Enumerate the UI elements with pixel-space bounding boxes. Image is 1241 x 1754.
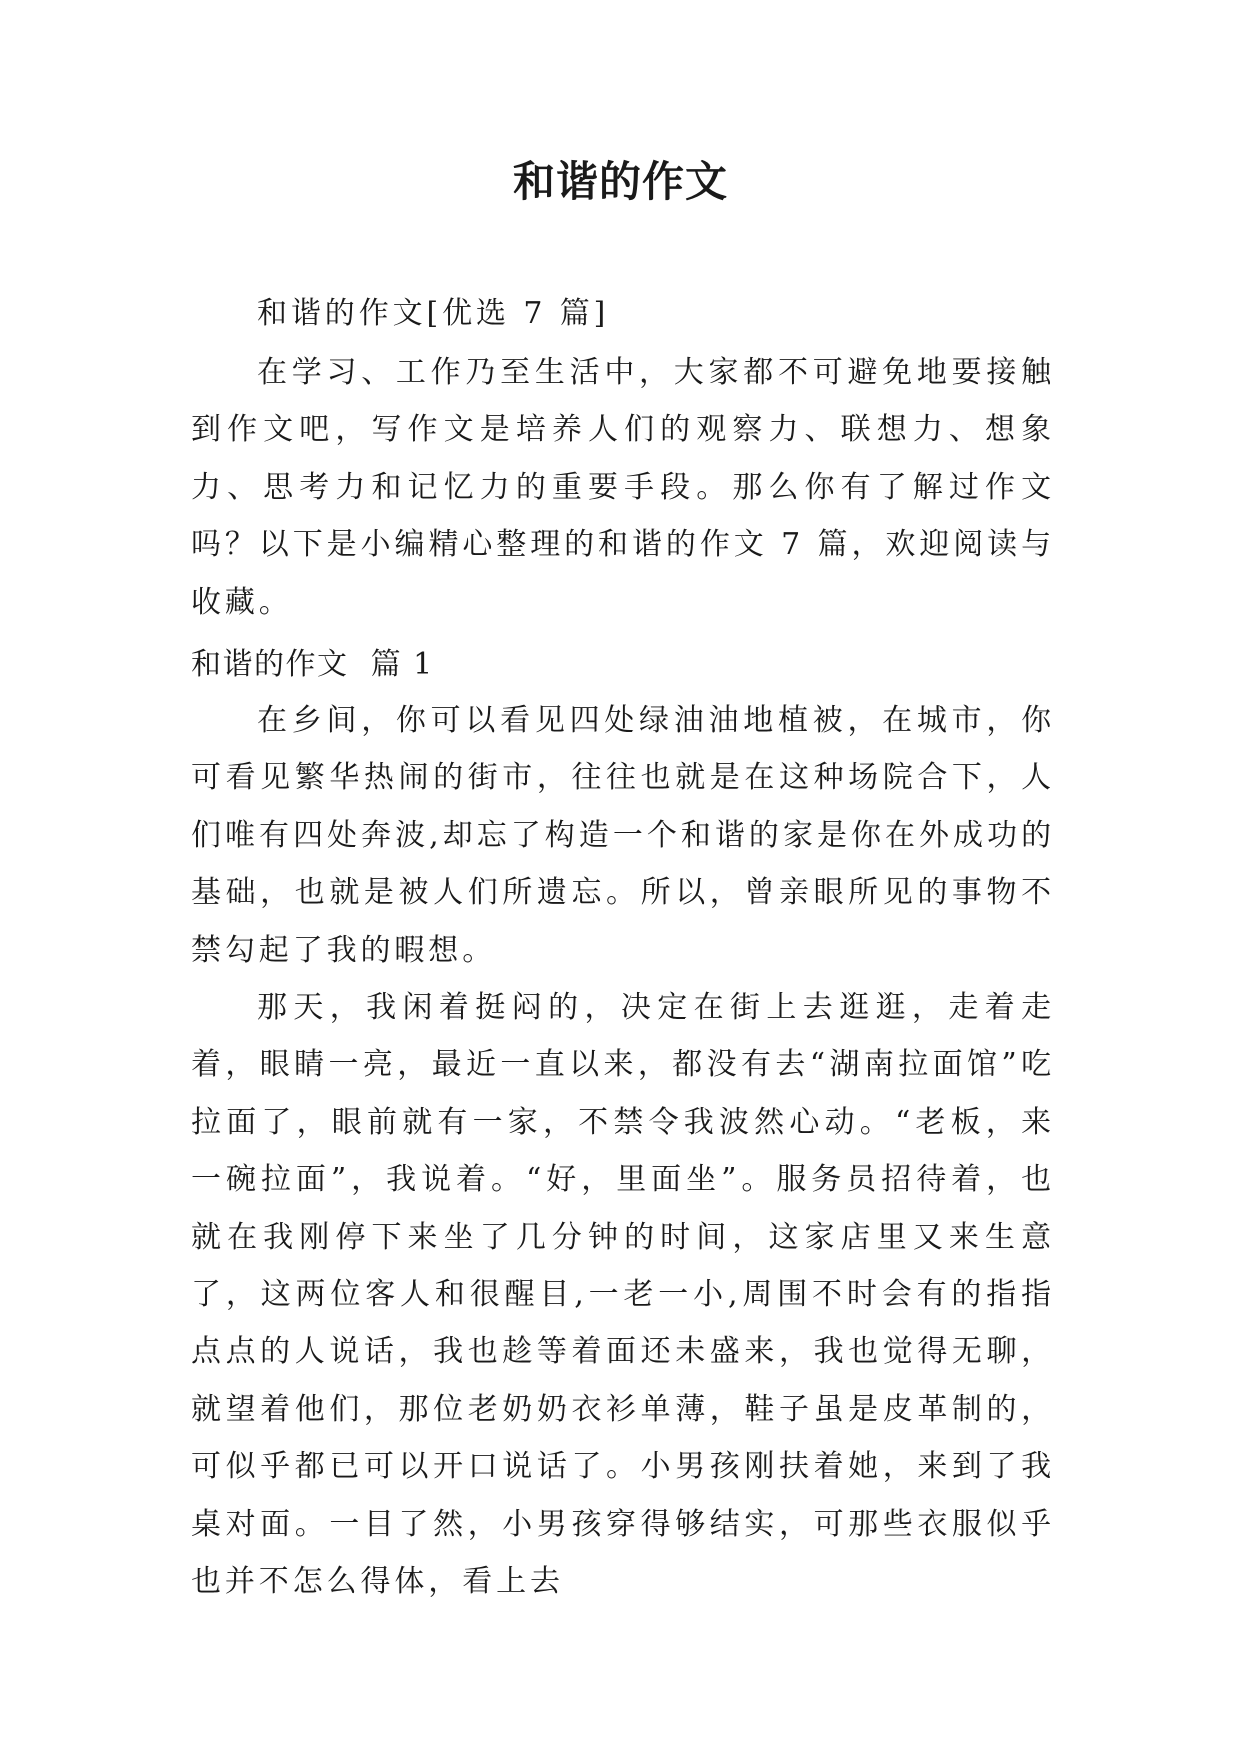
essay-paragraph: 在乡间，你可以看见四处绿油油地植被，在城市，你可看见繁华热闹的街市，往往也就是在这种场院合下，人们唯有四处奔波,却忘了构造一个和谐的家是你在外成功的基础，也就是被人们所遗忘。所以，曾亲眼所见的事物不禁勾起了我的暇想。 bbox=[191, 703, 1055, 968]
section-heading: 和谐的作文 篇 1 bbox=[191, 647, 434, 682]
essay-paragraph: 那天，我闲着挺闷的，决定在街上去逛逛，走着走着，眼睛一亮，最近一直以来，都没有去“湖南拉面馆”吃拉面了，眼前就有一家，不禁令我波然心动。“老板，来一碗拉面”，我说着。“好，里面坐”。服务员招待着，也就在我刚停下来坐了几分钟的时间，这家店里又来生意了，这两位客人和很醒目,一老一小,周围不时会有的指指点点的人说话，我也趁等着面还未盛来，我也觉得无聊，就望着他们，那位老奶奶衣衫单薄，鞋子虽是皮革制的，可似乎都已可以开口说话了。小男孩刚扶着她，来到了我桌对面。一目了然，小男孩穿得够结实，可那些衣服似乎也并不怎么得体，看上去 bbox=[191, 990, 1055, 1600]
document-title: 和谐的作文 bbox=[512, 157, 728, 206]
essay-body bbox=[191, 692, 1055, 1611]
intro-block bbox=[191, 344, 1055, 631]
intro-paragraph: 在学习、工作乃至生活中，大家都不可避免地要接触到作文吧，写作文是培养人们的观察力、联想力、想象力、思考力和记忆力的重要手段。那么你有了解过作文吗？以下是小编精心整理的和谐的作文 7 篇，欢迎阅读与收藏。 bbox=[191, 355, 1055, 620]
document-subtitle: 和谐的作文[优选 7 篇] bbox=[257, 296, 610, 331]
subtitle-block bbox=[191, 285, 1055, 342]
